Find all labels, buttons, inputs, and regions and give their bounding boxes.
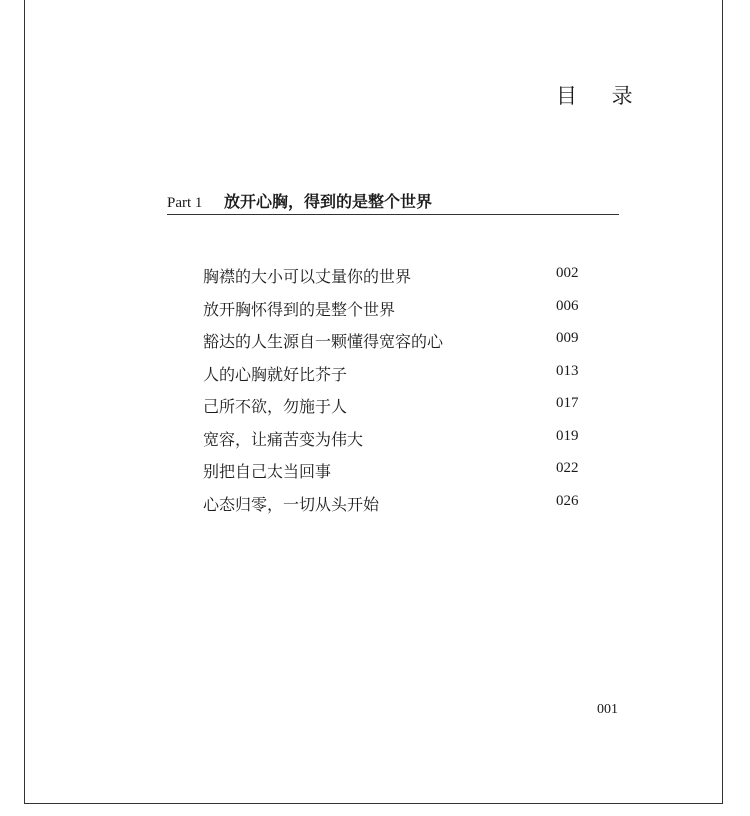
- toc-entry[interactable]: [203, 427, 583, 460]
- toc-entry[interactable]: [203, 459, 583, 492]
- toc-entry-page: 002: [556, 265, 579, 281]
- toc-entry-title: 心态归零，一切从头开始: [203, 494, 380, 514]
- toc-entry-title: 人的心胸就好比芥子: [203, 364, 348, 384]
- toc-entry-title: 胸襟的大小可以丈量你的世界: [203, 267, 412, 286]
- part-heading: [167, 189, 619, 215]
- part-title: 放开心胸，得到的是整个世界: [224, 192, 433, 211]
- toc-entry-page: 009: [556, 330, 579, 346]
- toc-entry[interactable]: [203, 394, 583, 427]
- toc-entry[interactable]: [203, 492, 583, 525]
- toc-entry-title: 豁达的人生源自一颗懂得宽容的心: [203, 332, 444, 351]
- toc-entry[interactable]: [203, 362, 583, 395]
- toc-entry[interactable]: [203, 329, 583, 362]
- toc-entry-page: 019: [556, 427, 579, 444]
- toc-entry-page: 017: [556, 395, 579, 411]
- toc-entry[interactable]: [203, 264, 583, 297]
- toc-entry-page: 022: [556, 460, 579, 476]
- toc-entry-page: 006: [556, 297, 579, 314]
- toc-entry-page: 026: [556, 492, 579, 509]
- part-label: Part 1: [167, 195, 203, 211]
- page-number: 001: [597, 702, 618, 717]
- toc-title: 目 录: [556, 84, 647, 108]
- toc-list: [203, 264, 583, 524]
- toc-entry-title: 己所不欲，勿施于人: [203, 397, 348, 416]
- toc-entry-title: 别把自己太当回事: [203, 462, 332, 481]
- toc-entry-title: 宽容，让痛苦变为伟大: [203, 429, 364, 449]
- toc-entry-page: 013: [556, 362, 579, 379]
- toc-entry[interactable]: [203, 297, 583, 330]
- toc-entry-title: 放开胸怀得到的是整个世界: [203, 299, 396, 319]
